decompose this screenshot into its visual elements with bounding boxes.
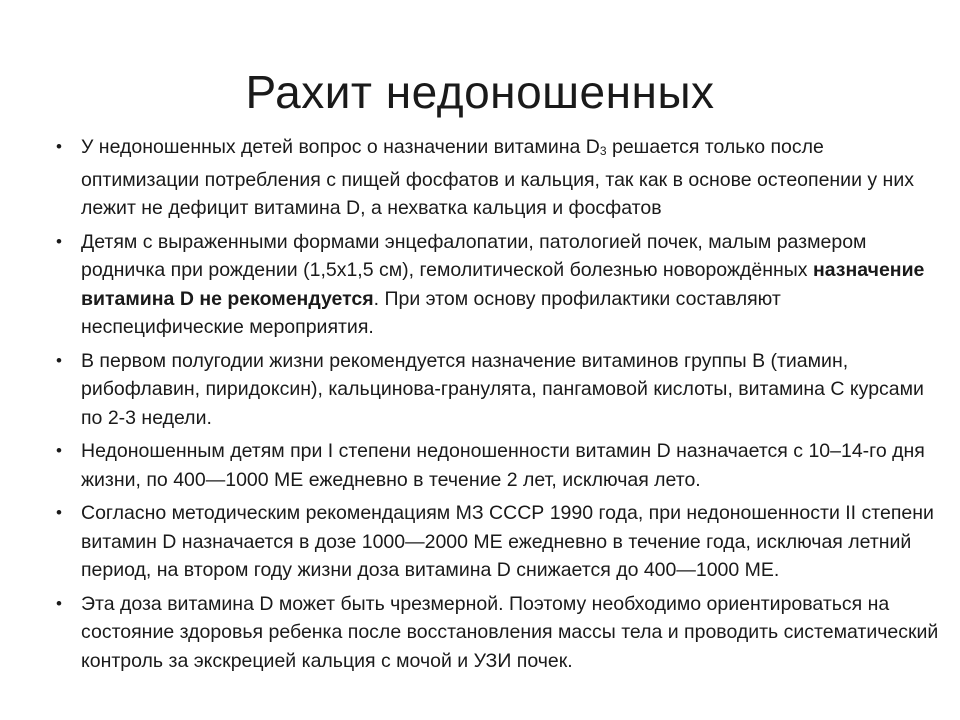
bullet-item-contraindications — [55, 228, 940, 342]
bullet-text-part: У недоношенных детей вопрос о назначении витамина D — [81, 136, 600, 158]
bullet-item-excessive-dose — [55, 590, 940, 676]
bullet-text — [81, 231, 924, 339]
bullet-item-degree-two — [55, 499, 940, 585]
bullet-dot-icon: • — [56, 231, 62, 251]
bullet-dot-icon: • — [56, 137, 62, 156]
bullet-text: Эта доза витамина D может быть чрезмерной. Поэтому необходимо ориентироваться на состояние здоровья ребенка после восстановления массы тела и проводить систематический контроль за экскрецией кальция с мочой и УЗИ почек. — [81, 592, 939, 672]
bullet-item-first-half-year — [55, 347, 940, 433]
bullet-item-vitamin-d3-phosphate — [55, 133, 940, 223]
slide-title: Рахит недоношенных — [245, 66, 715, 118]
bullet-item-degree-one — [55, 437, 940, 494]
bullet-text-part: Детям с выраженными формами энцефалопатии, патологией почек, малым размером родничка при рождении (1,5х1,5 см), гемолитической болезнью новорождённых — [81, 230, 867, 281]
bullet-text-part: решается только после оптимизации потребления с пищей фосфатов и кальция, так как в основе остеопении у них лежит не дефицит витамина D, а нехватка кальция и фосфатов — [81, 136, 914, 219]
bullet-list — [55, 133, 940, 680]
bullet-dot-icon: • — [56, 350, 62, 370]
bullet-dot-icon: • — [56, 503, 62, 522]
bullet-dot-icon: • — [56, 441, 62, 460]
bullet-bold-text: назначение витамина D не рекомендуется — [81, 259, 925, 310]
subscript-3: 3 — [599, 144, 607, 158]
bullet-dot-icon: • — [56, 593, 62, 613]
bullet-text: Недоношенным детям при I степени недоношенности витамин D назначается с 10–14-го дня жизни, по 400—1000 МЕ ежедневно в течение 2 лет, исключая лето. — [81, 440, 925, 491]
bullet-text: В первом полугодии жизни рекомендуется назначение витаминов группы В (тиамин, рибофлавин, пиридоксин), кальцинова-гранулята, пангамовой кислоты, витамина С курсами по 2-3 недели. — [81, 349, 924, 429]
bullet-text-part: . При этом основу профилактики составляют неспецифические мероприятия. — [81, 287, 781, 338]
bullet-text: Согласно методическим рекомендациям МЗ СССР 1990 года, при недоношенности II степени витамин D назначается в дозе 1000—2000 МЕ ежедневно в течение года, исключая летний период, на втором году жизни доза витамина D снижается до 400—1000 МЕ. — [81, 502, 934, 581]
bullet-text — [81, 136, 914, 219]
